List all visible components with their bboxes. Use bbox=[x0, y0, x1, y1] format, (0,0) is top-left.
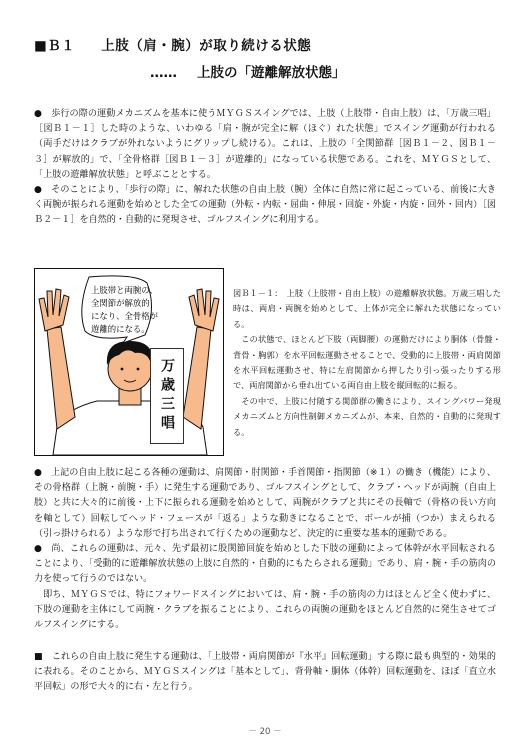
section-subheading bbox=[150, 61, 346, 81]
subtitle-dots: …… bbox=[150, 65, 177, 81]
figure-left-hand bbox=[39, 289, 69, 331]
section-heading bbox=[34, 34, 311, 54]
intro-text-block bbox=[34, 107, 496, 229]
figure-left-arm bbox=[47, 327, 75, 429]
figure-eye-right bbox=[137, 368, 140, 371]
page-number: － 20 － bbox=[248, 727, 282, 737]
section-title: 上肢（肩・腕）が取り続ける状態 bbox=[101, 38, 312, 54]
caption-first: 図Ｂ１－１： 上肢（上肢帯・自由上肢）の遊離解放状態。万歳三唱した時は、両肩・両腕を始めとして、上体が完全に解れた状態になっている。 bbox=[233, 288, 501, 329]
banzai-vertical-label: 万歳三唱 bbox=[150, 348, 184, 444]
paragraph: ■ これらの自由上肢に発生する運動は、「上肢帯・両肩関節が『水平』回転運動」する際に最も典型的・効果的に表れる。そのことから、ＭＹＧＳスイングは「基本として」、背骨軸・胴体（体幹）回転運動を、ほぼ「直立水平回転」の形で大々的に右・左と行う。 bbox=[34, 652, 496, 693]
paragraph: 即ち、ＭＹＧＳでは、特にフォワードスイングにおいては、肩・腕・手の筋肉の力はほとんど全く使わずに、下肢の運動を主体にして両腕・クラブを振ることにより、これらの両腕の運動をほとんど自然的に発生させてゴルフスイングにする。 bbox=[34, 589, 496, 631]
mid-text-block bbox=[34, 466, 496, 633]
paragraph: ● 歩行の際の運動メカニズムを基本に使うＭＹＧＳスイングでは、上肢（上肢帯・自由上肢）は、「万歳三唱」［図Ｂ１－１］した時のような、いわゆる「肩・腕が完全に解（ほぐ）れた状態」でスイング運動が行われる（両手だけはクラブが外れないようにグリップし続ける）。これは、上肢の「全関節群［図Ｂ１－２、図Ｂ１－３］が解放的」で、「全骨格群［図Ｂ１－３］が遊離的」になっている状態である。これを、ＭＹＧＳとして、「上肢の遊離解放状態」と呼ぶこととする。 bbox=[34, 109, 496, 180]
banzai-figure-illustration bbox=[35, 269, 224, 456]
bottom-text-block bbox=[34, 650, 496, 696]
bubble-line: 遊離的になる。 bbox=[91, 324, 150, 334]
section-label: ■Ｂ１ bbox=[34, 38, 76, 54]
figure-right-hand bbox=[189, 289, 219, 331]
figure-eye-left bbox=[121, 368, 124, 371]
section-subtitle: 上肢の「遊離解放状態」 bbox=[197, 65, 346, 81]
bubble-line: 上肢帯と両腕の、 bbox=[91, 285, 158, 295]
paragraph: ● 上記の自由上肢に起こる各種の運動は、肩関節・肘関節・手首関節・指関節（※１）の働き（機能）により、その骨格群（上腕・前腕・手）に発生する運動であり、ゴルフスイングとして、クラブ・ヘッドが両腕（自由上肢）と共に大々的に前後・上下に振られる運動を始めとして、両腕がクラブと共にその長軸で（骨格の長い方向を軸として）回転してヘッド・フェースが「返る」ような動きになることで、ボールが捕（つか）まえられる（引っ掛けられる）ような形で打ち出されて行くための運動など、決定的に重要な基本的運動である。 bbox=[34, 468, 496, 539]
bubble-line: になり、全骨格が bbox=[91, 311, 158, 321]
bubble-line: 全関節が解放的 bbox=[91, 298, 150, 308]
paragraph: ● そのことにより、「歩行の際」に、解れた状態の自由上肢（腕）全体に自然に常に起こっている、前後に大きく両腕が振られる運動を始めとした全ての運動（外転・内転・屈曲・伸展・回旋・外旋・内旋・回外・回内）［図Ｂ２－１］を自然的・自動的に発現させ、ゴルフスイングに利用する。 bbox=[34, 185, 496, 226]
paragraph: ● 尚、これらの運動は、元々、先ず最初に股関節回旋を始めとした下肢の運動によって体幹が水平回転されることにより、「受動的に遊離解放状態の上肢に自然的・自動的にもたらされる運動」であり、肩・腕・手の筋肉の力を使って行うのではない。 bbox=[34, 544, 496, 585]
illustration-banzai bbox=[34, 268, 224, 456]
figure-caption bbox=[233, 286, 501, 440]
caption-second: この状態で、ほとんど下肢（両脚腰）の運動だけにより胴体（骨盤・背骨・胸郭）を水平回転運動させることで、受動的に上肢帯・両肩関節を水平回転運動させ、特に左肩関節から押したり引っ張ったりする形で、両肩関節から垂れ出ている両自由上肢を縦回転的に振る。 bbox=[233, 334, 501, 391]
caption-third: その中で、上肢に付随する関節群の働きにより、スイングパワー発現メカニズムと方向性制御メカニズムが、本来、自然的・自動的に発現する。 bbox=[233, 395, 501, 437]
figure-right-arm bbox=[183, 327, 211, 429]
